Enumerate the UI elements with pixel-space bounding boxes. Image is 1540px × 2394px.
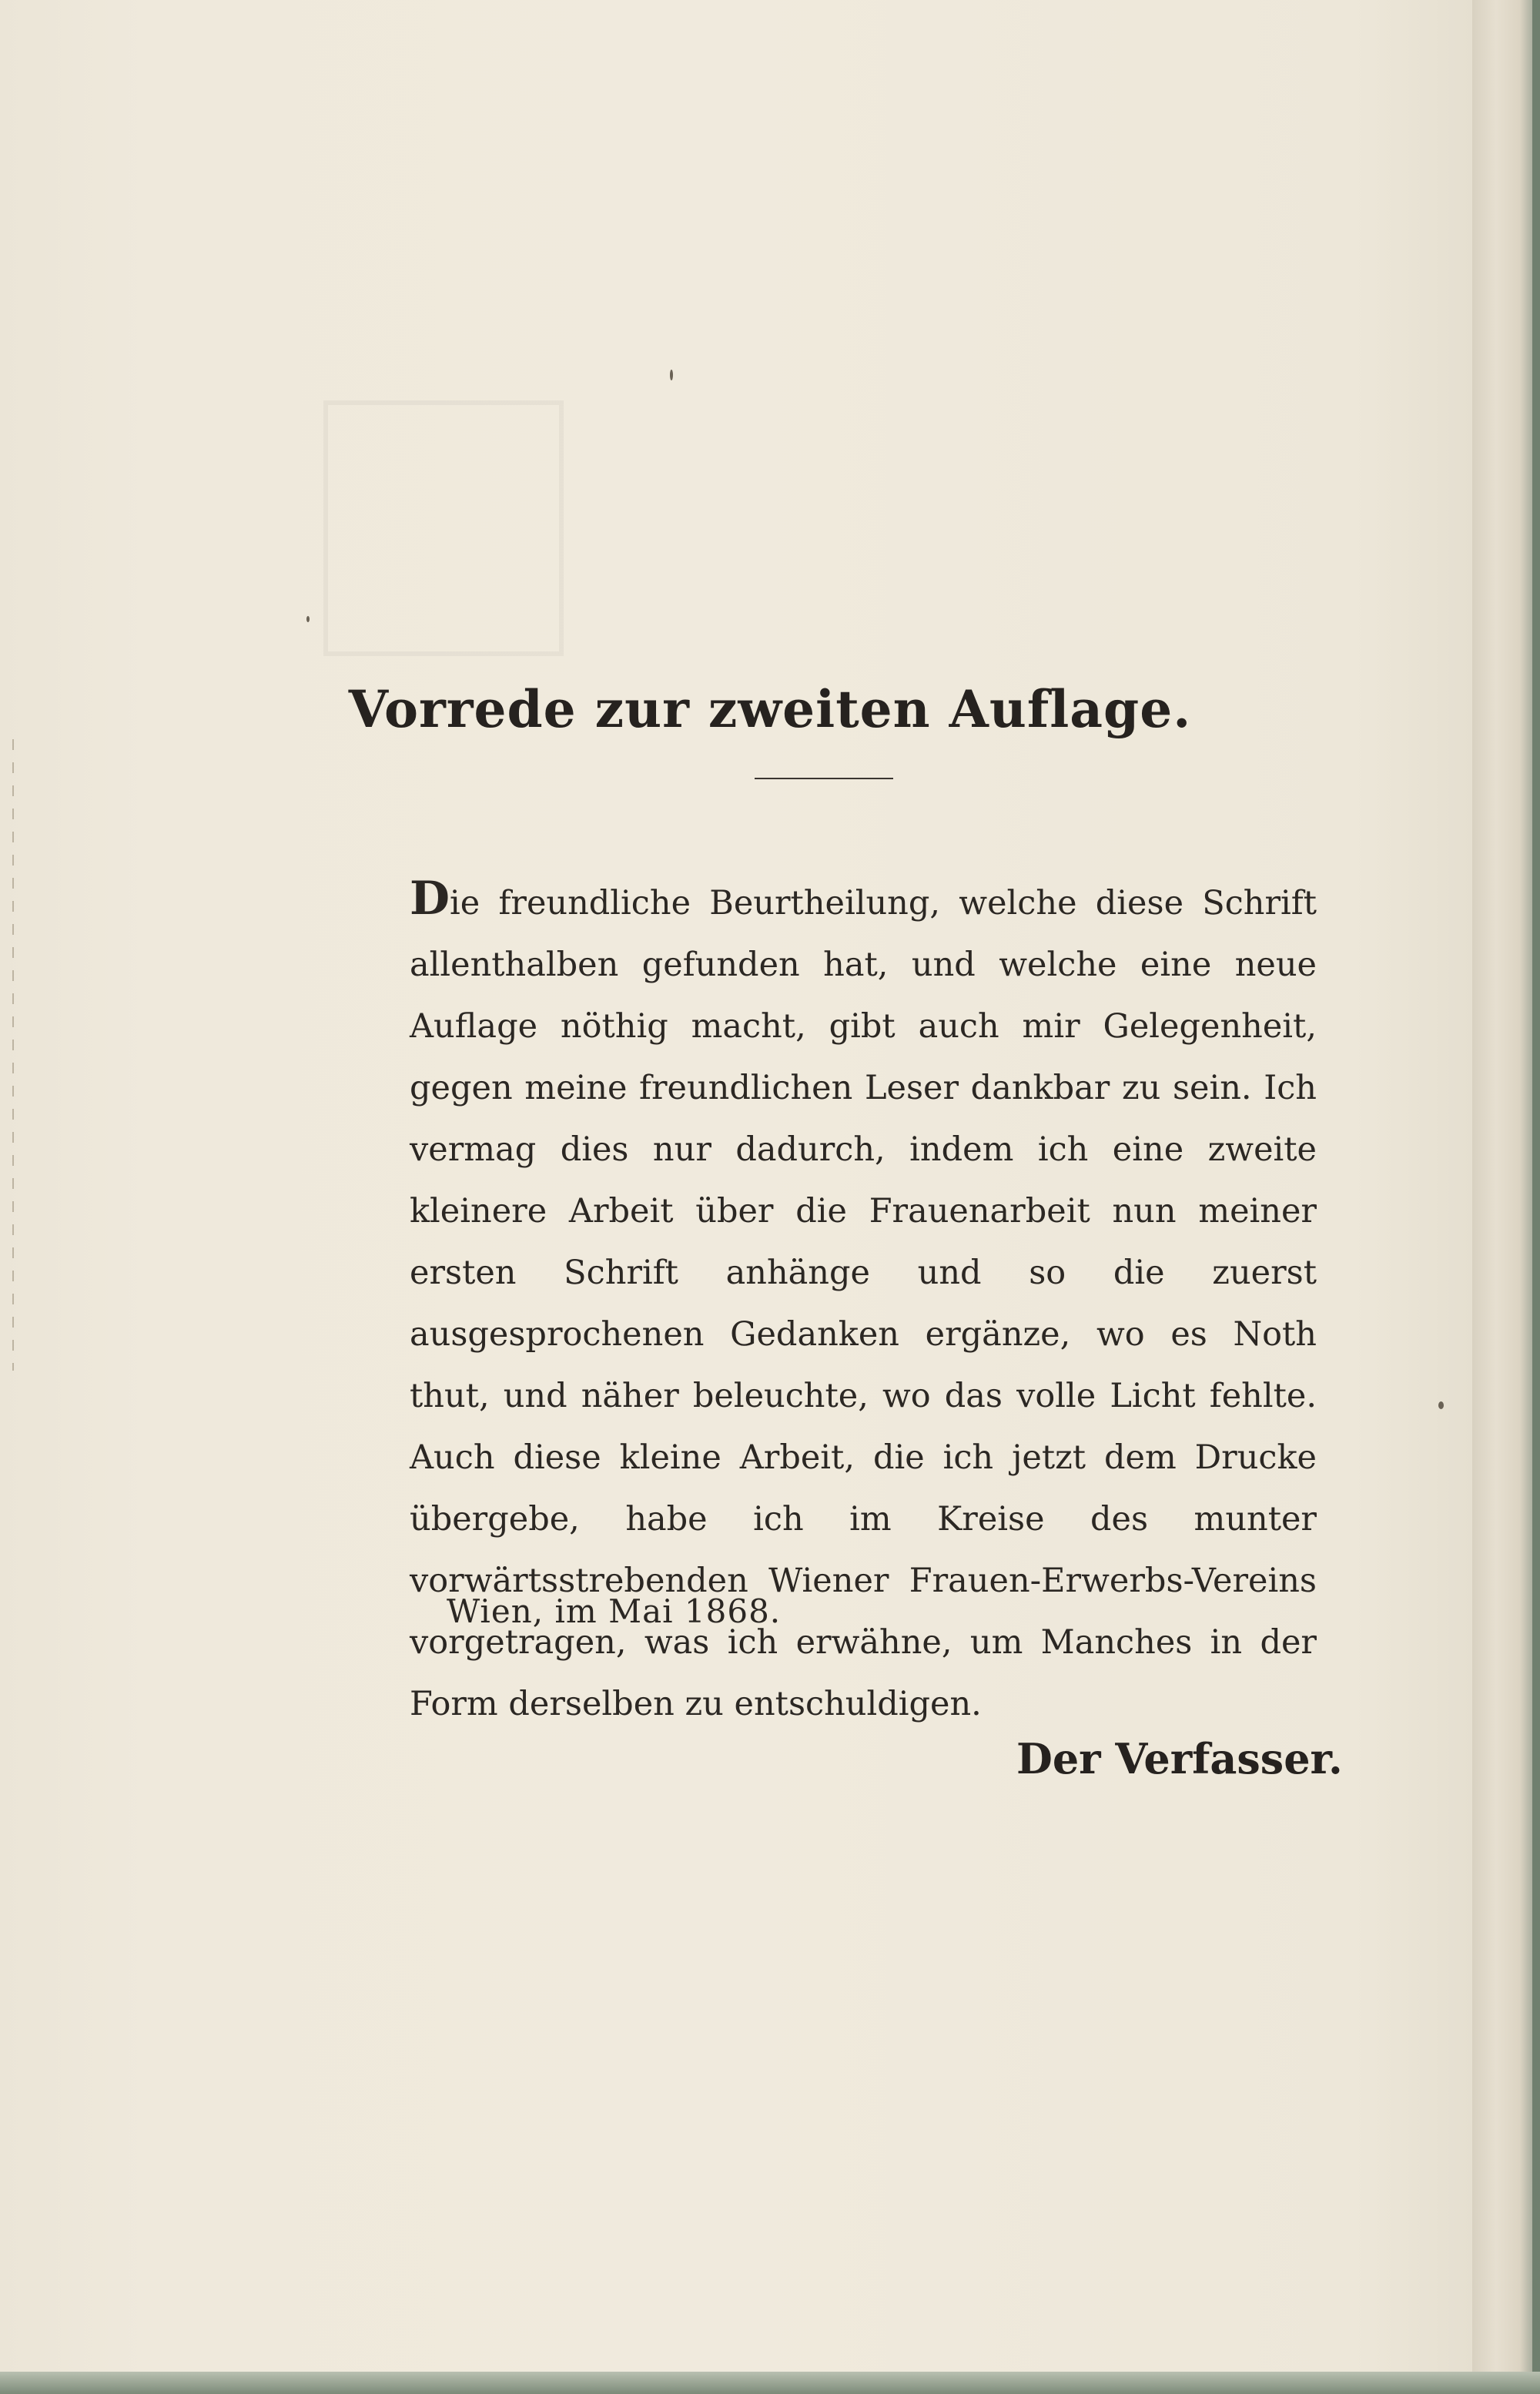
dateline: Wien, im Mai 1868. bbox=[447, 1592, 782, 1630]
paper-speck bbox=[1438, 1401, 1444, 1409]
paper-speck bbox=[670, 370, 673, 380]
book-cover-edge bbox=[1532, 0, 1540, 2394]
page-edge bbox=[1472, 0, 1540, 2394]
paper-speck bbox=[306, 616, 310, 622]
drop-cap: D bbox=[410, 872, 450, 926]
page-title: Vorrede zur zweiten Auflage. bbox=[348, 679, 1192, 740]
signature: Der Verfasser. bbox=[1016, 1734, 1343, 1783]
paragraph-text: ie freundliche Beurtheilung, welche diese Schrift allenthalben gefunden hat, und welche eine neue Auflage nöthig macht, gibt auch mir Gelegenheit, gegen meine freundlichen Leser dankbar zu sein. Ich vermag dies nur dadurch, indem ich eine zweite kleinere Arbeit über die Frauenarbeit nun meiner ersten Schrift anhänge und so die zuerst ausgesprochenen Gedanken ergänze, wo es Noth thut, und näher beleuchte, wo das volle Licht fehlte. Auch diese kleine Arbeit, die ich jetzt dem Drucke übergebe, habe ich im Kreise des munter vorwärtsstrebenden Wiener Frauen-Erwerbs-Vereins vorgetragen, was ich erwähne, um Manches in der Form derselben zu entschuldigen. bbox=[410, 884, 1317, 1723]
book-cover-bottom bbox=[0, 2372, 1540, 2394]
bleed-through-stamp bbox=[323, 400, 564, 656]
title-divider bbox=[755, 778, 893, 779]
binding-stitch bbox=[12, 739, 14, 1371]
